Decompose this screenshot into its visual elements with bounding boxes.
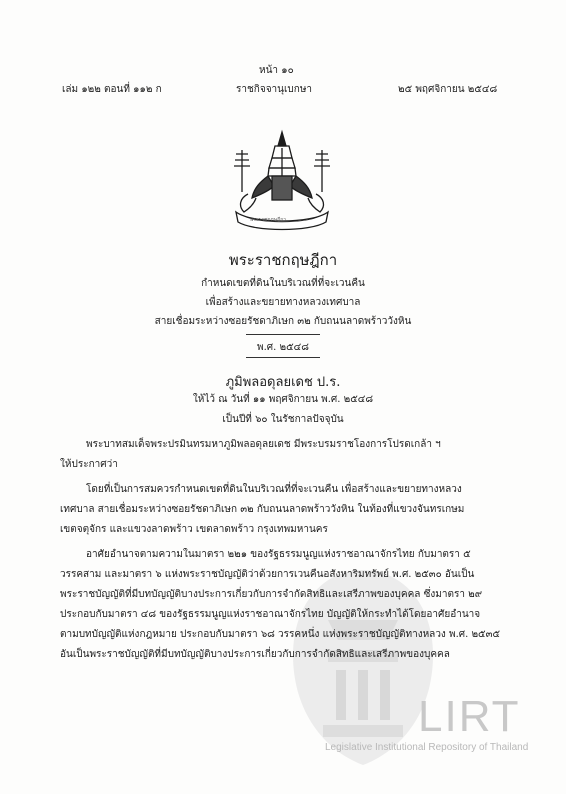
- body-line: เทศบาล สายเชื่อมระหว่างซอยรัชดาภิเษก ๓๒ กับถนนลาดพร้าววังหิน ในท้องที่แขวงจันทรเกษม: [60, 504, 465, 515]
- decree-subject-line: สายเชื่อมระหว่างซอยรัชดาภิเษก ๓๒ กับถนนลาดพร้าววังหิน: [154, 316, 412, 327]
- decree-title: พระราชกฤษฎีกา: [228, 251, 338, 269]
- gazette-name: ราชกิจจานุเบกษา: [236, 84, 313, 95]
- body-line: วรรคสาม และมาตรา ๖ แห่งพระราชบัญญัติว่าด้วยการเวนคืนอสังหาริมทรัพย์ พ.ศ. ๒๕๓๐ อันเป็น: [60, 569, 475, 580]
- decree-year: พ.ศ. ๒๕๔๘: [257, 342, 309, 353]
- page-number: หน้า ๑๐: [259, 65, 294, 76]
- lirt-caption: Legislative Institutional Repository of Thailand: [325, 742, 529, 753]
- given-date: ให้ไว้ ณ วันที่ ๑๑ พฤศจิกายน พ.ศ. ๒๕๔๘: [192, 394, 374, 405]
- royal-signature: ภูมิพลอดุลยเดช ป.ร.: [225, 375, 341, 390]
- lirt-brand: LIRT: [418, 692, 521, 741]
- body-line: ประกอบกับมาตรา ๔๘ ของรัฐธรรมนูญแห่งราชอาณาจักรไทย บัญญัติให้กระทำได้โดยอาศัยอำนาจ: [60, 609, 481, 620]
- body-line: ตามบทบัญญัติแห่งกฎหมาย ประกอบกับมาตรา ๖๘ วรรคหนึ่ง แห่งพระราชบัญญัติทางหลวง พ.ศ. ๒๕๓๕: [60, 629, 501, 640]
- body-line: ให้ประกาศว่า: [60, 459, 118, 470]
- body-line: เขตจตุจักร และแขวงลาดพร้าว เขตลาดพร้าว กรุงเทพมหานคร: [60, 524, 328, 535]
- gazette-date: ๒๕ พฤศจิกายน ๒๕๔๘: [398, 84, 498, 95]
- body-line: อาศัยอำนาจตามความในมาตรา ๒๒๑ ของรัฐธรรมนูญแห่งราชอาณาจักรไทย กับมาตรา ๕: [86, 549, 471, 560]
- reign-year: เป็นปีที่ ๖๐ ในรัชกาลปัจจุบัน: [222, 414, 344, 425]
- emblem-banner-text: พระราชกฤษฎีกา: [250, 217, 287, 223]
- body-line: อันเป็นพระราชบัญญัติที่มีบทบัญญัติบางประการเกี่ยวกับการจำกัดสิทธิและเสรีภาพของบุคคล: [60, 649, 450, 660]
- volume-issue: เล่ม ๑๒๒ ตอนที่ ๑๑๒ ก: [62, 84, 162, 95]
- title-divider: [246, 334, 320, 335]
- body-line: โดยที่เป็นการสมควรกำหนดเขตที่ดินในบริเวณที่ที่จะเวนคืน เพื่อสร้างและขยายทางหลวง: [86, 484, 462, 495]
- body-line: พระบาทสมเด็จพระปรมินทรมหาภูมิพลอดุลยเดช มีพระบรมราชโองการโปรดเกล้า ฯ: [86, 439, 441, 450]
- title-divider: [246, 357, 320, 358]
- decree-subject-line: เพื่อสร้างและขยายทางหลวงเทศบาล: [205, 297, 361, 308]
- decree-subject-line: กำหนดเขตที่ดินในบริเวณที่ที่จะเวนคืน: [201, 278, 365, 289]
- body-line: พระราชบัญญัติที่มีบทบัญญัติบางประการเกี่ยวกับการจำกัดสิทธิและเสรีภาพของบุคคล ซึ่งมาตรา ๒๙: [60, 589, 483, 600]
